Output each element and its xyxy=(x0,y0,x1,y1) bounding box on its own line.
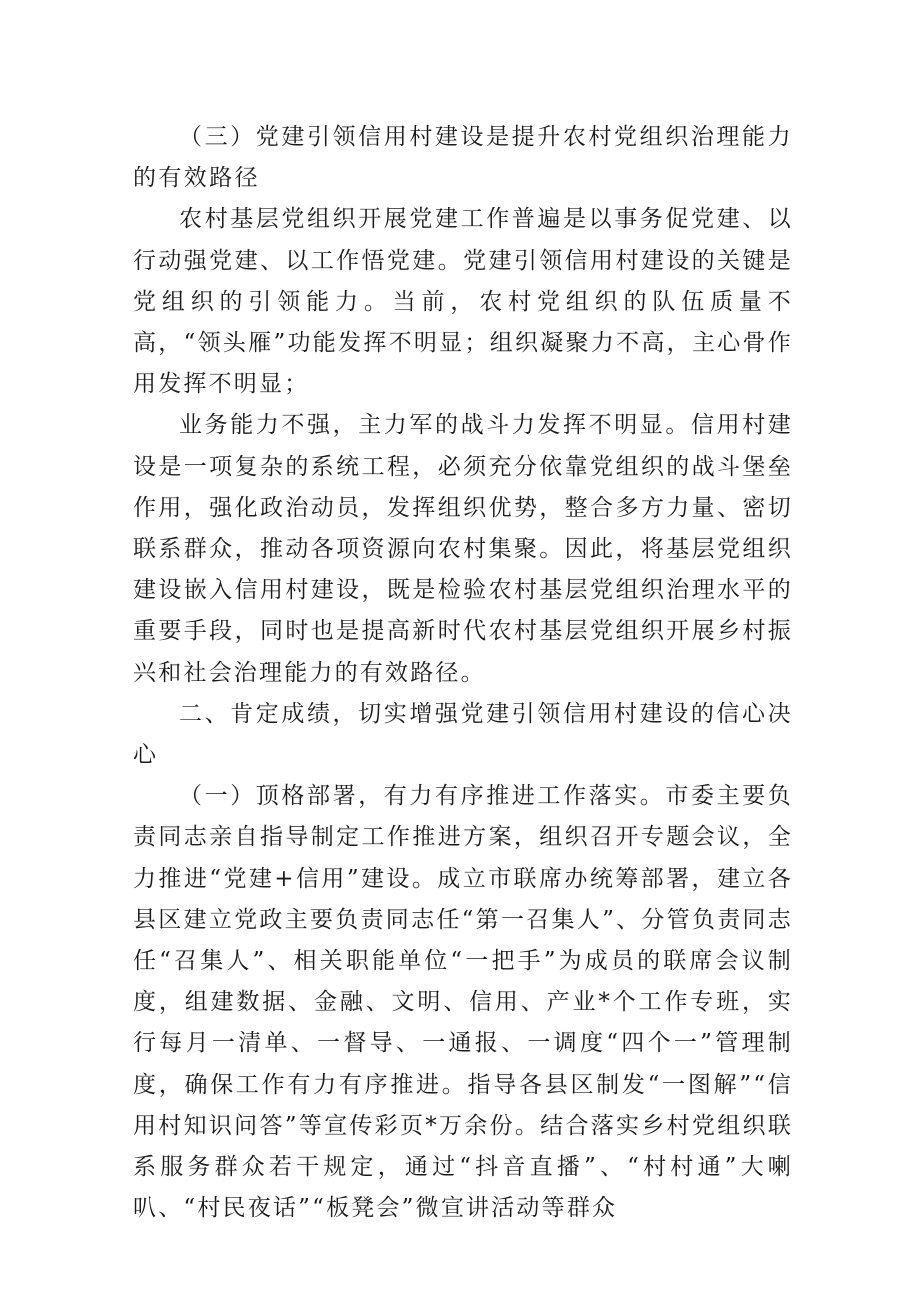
body-paragraph: 业务能力不强，主力军的战斗力发挥不明显。信用村建设是一项复杂的系统工程，必须充分依靠党组织的战斗堡垒作用，强化政治动员，发挥组织优势，整合多方力量、密切联系群众，推动各项资源向农村集聚。因此，将基层党组织建设嵌入信用村建设，既是检验农村基层党组织治理水平的重要手段，同时也是提高新时代农村基层党组织开展乡村振兴和社会治理能力的有效路径。 xyxy=(133,412,793,686)
document-body xyxy=(133,117,793,1229)
body-paragraph: 农村基层党组织开展党建工作普遍是以事务促党建、以行动强党建、以工作悟党建。党建引领信用村建设的关键是党组织的引领能力。当前，农村党组织的队伍质量不高，“领头雁”功能发挥不明显；组织凝聚力不高，主心骨作用发挥不明显； xyxy=(133,206,793,398)
section-heading-three: （三）党建引领信用村建设是提升农村党组织治理能力的有效路径 xyxy=(133,124,793,192)
body-paragraph: （一）顶格部署，有力有序推进工作落实。市委主要负责同志亲自指导制定工作推进方案，组织召开专题会议，全力推进“党建+信用”建设。成立市联席办统筹部署，建立各县区建立党政主要负责同志任“第一召集人”、分管负责同志任“召集人”、相关职能单位“一把手”为成员的联席会议制度，组建数据、金融、文明、信用、产业*个工作专班，实行每月一清单、一督导、一通报、一调度“四个一”管理制度，确保工作有力有序推进。指导各县区制发“一图解”“信用村知识问答”等宣传彩页*万余份。结合落实乡村党组织联系服务群众若干规定，通过“抖音直播”、“村村通”大喇叭、“村民夜话”“板凳会”微宣讲活动等群众 xyxy=(133,783,793,1222)
chapter-heading-two: 二、肯定成绩，切实增强党建引领信用村建设的信心决心 xyxy=(133,700,793,769)
